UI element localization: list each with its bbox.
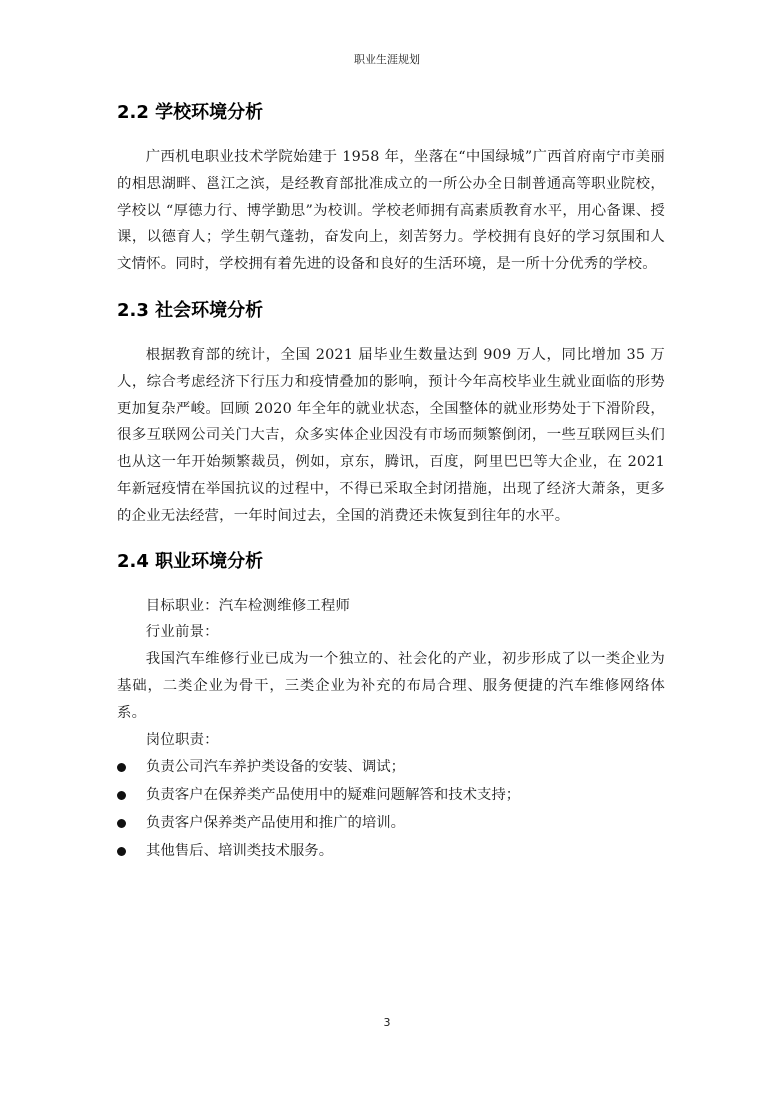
bullet-icon bbox=[117, 819, 126, 828]
bullet-icon bbox=[117, 791, 126, 800]
list-item-text: 其他售后、培训类技术服务。 bbox=[146, 843, 334, 860]
list-item bbox=[117, 781, 665, 809]
list-item bbox=[117, 809, 665, 837]
duties-list bbox=[117, 753, 665, 865]
paragraph-industry: 我国汽车维修行业已成为一个独立的、社会化的产业，初步形成了以一类企业为基础，二类企业为骨干，三类企业为补充的布局合理、服务便捷的汽车维修网络体系。 bbox=[117, 651, 665, 721]
target-job-line: 目标职业：汽车检测维修工程师 bbox=[145, 597, 351, 614]
section-heading-career: 2.4 职业环境分析 bbox=[117, 550, 264, 572]
section-heading-society: 2.3 社会环境分析 bbox=[117, 299, 264, 321]
paragraph-society: 根据教育部的统计，全国 2021 届毕业生数量达到 909 万人，同比增加 35 万人，综合考虑经济下行压力和疫情叠加的影响，预计今年高校毕业生就业面临的形势更加复杂严峻。回顾 2020 年全年的就业状态，全国整体的就业形势处于下滑阶段，很多互联网公司关门大吉，众多实体企业因没有市场而频繁倒闭，一些互联网巨头们也从这一年开始频繁裁员，例如，京东，腾讯，百度，阿里巴巴等大企业，在 2021 年新冠疫情在举国抗议的过程中，不得已采取全封闭措施，出现了经济大萧条，更多的企业无法经营，一年时间过去，全国的消费还未恢复到往年的水平。 bbox=[117, 346, 665, 524]
bullet-icon bbox=[117, 847, 126, 856]
page-content bbox=[117, 96, 665, 865]
page-number: 3 bbox=[383, 1016, 391, 1029]
list-item bbox=[117, 837, 665, 865]
industry-label: 行业前景： bbox=[145, 624, 219, 641]
section-heading-school: 2.2 学校环境分析 bbox=[117, 102, 264, 123]
running-header: 职业生涯规划 bbox=[354, 53, 420, 66]
duties-label: 岗位职责： bbox=[145, 731, 219, 748]
list-item-text: 负责公司汽车养护类设备的安装、调试； bbox=[146, 759, 406, 776]
list-item-text: 负责客户保养类产品使用和推广的培训。 bbox=[146, 815, 406, 832]
bullet-icon bbox=[117, 763, 126, 772]
header-rule bbox=[116, 72, 663, 73]
list-item-text: 负责客户在保养类产品使用中的疑难问题解答和技术支持； bbox=[146, 787, 521, 804]
paragraph-school: 广西机电职业技术学院始建于 1958 年，坐落在“中国绿城”广西首府南宁市美丽的相思湖畔、邕江之滨，是经教育部批准成立的一所公办全日制普通高等职业院校，学校以 “厚德力行、博学勤思”为校训。学校老师拥有高素质教育水平，用心备课、授课，以德育人；学生朝气蓬勃，奋发向上，刻苦努力。学校拥有良好的学习氛围和人文情怀。同时，学校拥有着先进的设备和良好的生活环境，是一所十分优秀的学校。 bbox=[117, 149, 665, 273]
list-item bbox=[117, 753, 665, 781]
